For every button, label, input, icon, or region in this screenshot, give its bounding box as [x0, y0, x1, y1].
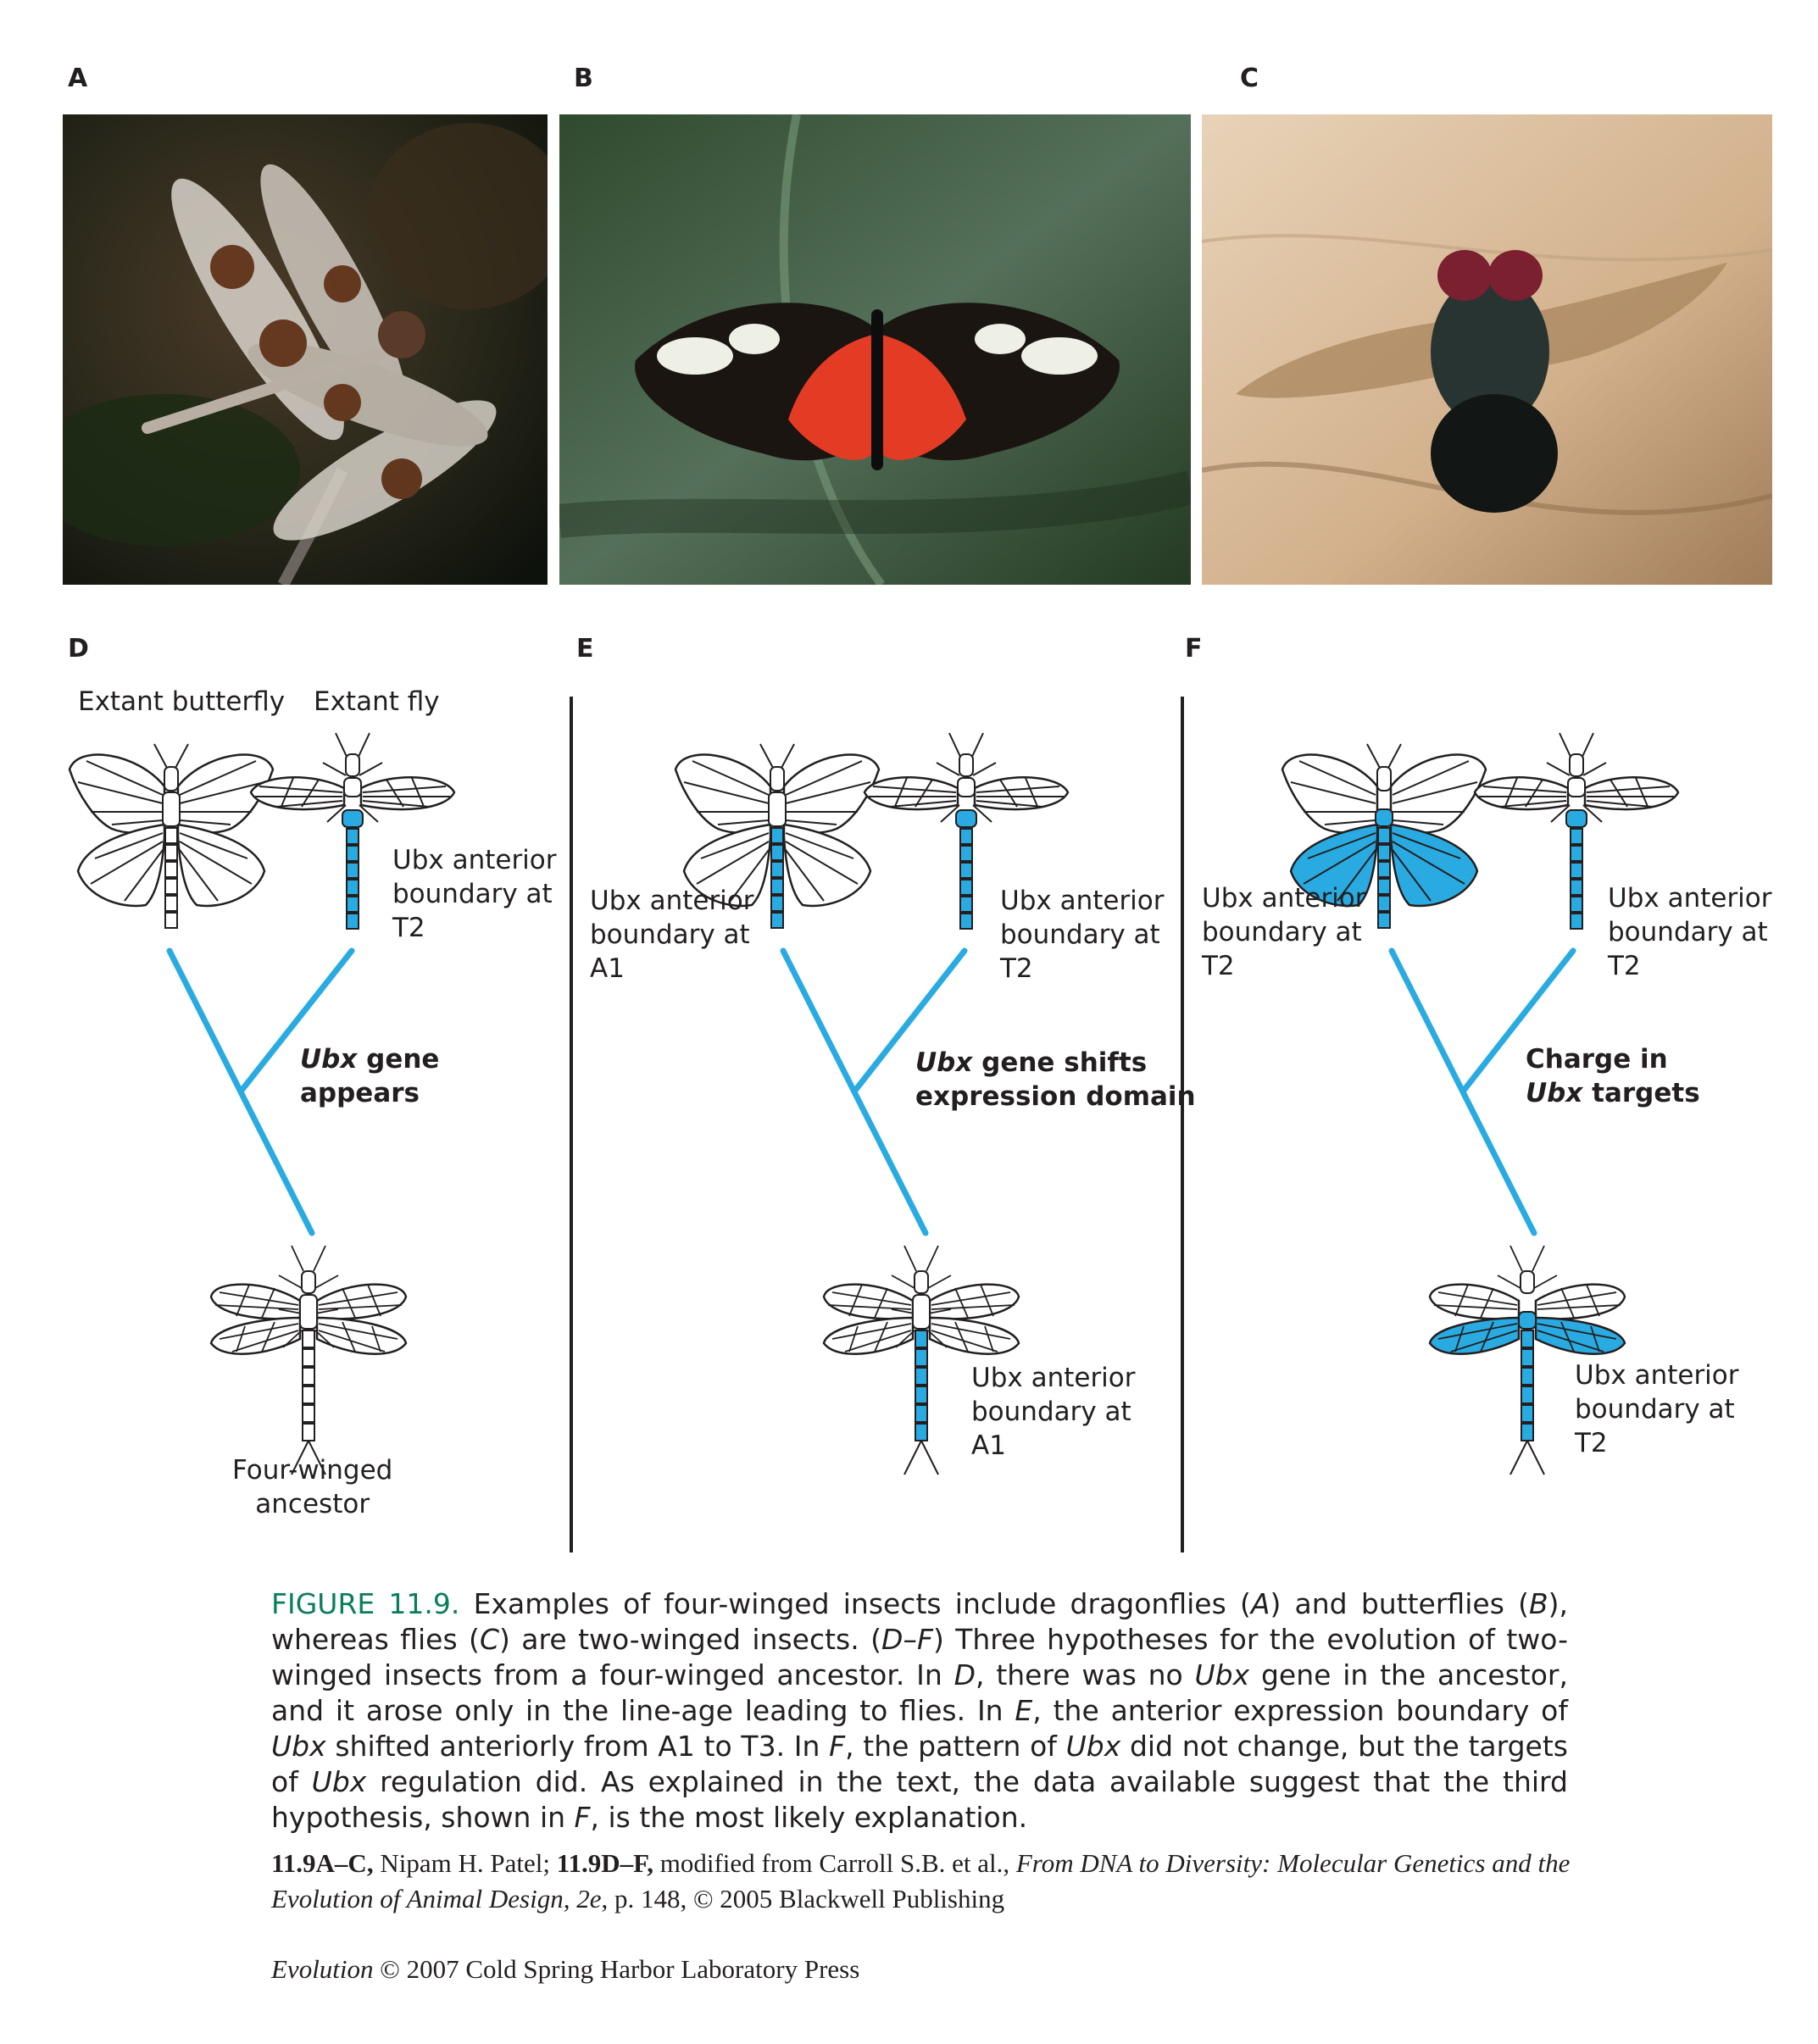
panel-letter-e: E: [576, 634, 594, 664]
label-e-fly-ubx: Ubx anterior boundary at T2: [1000, 886, 1165, 984]
label-f-fly-ubx: Ubx anterior boundary at T2: [1608, 883, 1772, 981]
copyright-footer: Evolution © 2007 Cold Spring Harbor Laboratory Press: [271, 1954, 860, 1984]
figure-credits: 11.9A–C, Nipam H. Patel; 11.9D–F, modified from Carroll S.B. et al., From DNA to Diversity: Molecular Genetics and the Evolution of Animal Design, 2e, p. 148, © 2005 Blackwell Publishing: [271, 1848, 1571, 1913]
panel-letter-d: D: [68, 634, 89, 664]
label-extant-fly: Extant fly: [314, 686, 440, 717]
label-d-event: Ubx gene appears: [300, 1044, 440, 1108]
panel-letter-f: F: [1185, 634, 1203, 664]
panel-letter-c: C: [1240, 64, 1259, 93]
label-e-event: Ubx gene shifts expression domain: [915, 1047, 1196, 1112]
label-e-butterfly-ubx: Ubx anterior boundary at A1: [590, 886, 754, 984]
label-f-butterfly-ubx: Ubx anterior boundary at T2: [1202, 883, 1366, 981]
panel-letter-a: A: [68, 64, 88, 93]
label-d-fly-ubx: Ubx anterior boundary at T2: [392, 845, 557, 943]
figure-label: FIGURE 11.9.: [271, 1587, 460, 1620]
figure-caption: FIGURE 11.9. Examples of four-winged insects include dragonflies (A) and butterflies (B), whereas flies (C) are two-winged insects. (D–F) Three hypotheses for the evolution of two-winged insects from a four-winged ancestor. In D, there was no Ubx gene in the ancestor, and it arose only in the line-age leading to flies. In E, the anterior expression boundary of Ubx shifted anteriorly from A1 to T3. In F, the pattern of Ubx did not change, but the targets of Ubx regulation did. As explained in the text, the data available suggest that the third hypothesis, shown in F, is the most likely explanation.: [271, 1587, 1568, 1834]
label-f-ancestor-ubx: Ubx anterior boundary at T2: [1575, 1360, 1739, 1458]
label-e-ancestor-ubx: Ubx anterior boundary at A1: [971, 1363, 1136, 1461]
panel-letter-b: B: [574, 64, 593, 93]
label-extant-butterfly: Extant butterfly: [78, 686, 286, 717]
label-four-winged-ancestor: Four-winged ancestor: [232, 1455, 393, 1519]
label-f-event: Charge in Ubx targets: [1526, 1044, 1700, 1108]
